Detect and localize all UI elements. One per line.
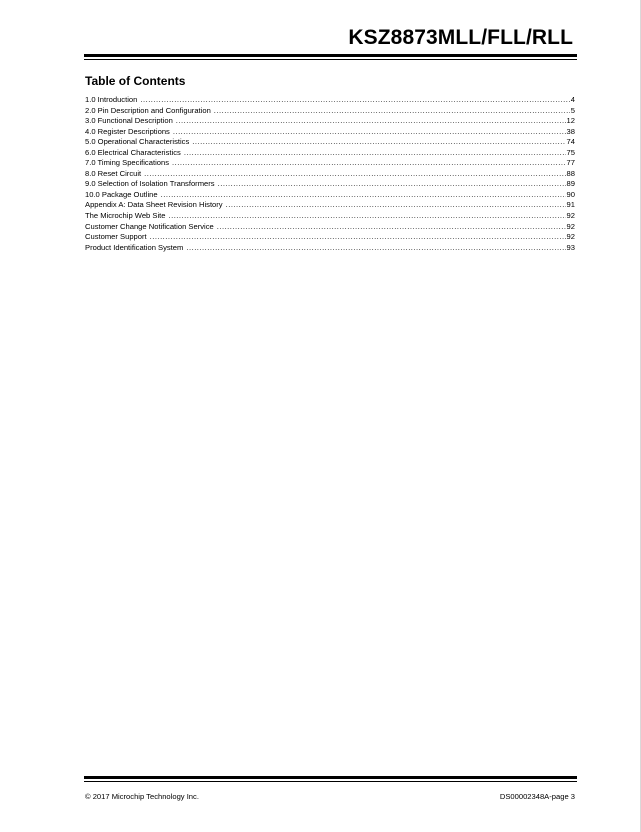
toc-leader [218,179,566,190]
toc-list [85,95,575,253]
toc-leader [226,200,566,211]
footer-rule-thin [84,781,577,782]
toc-entry-page[interactable]: 91 [566,200,575,210]
toc-entry-label[interactable]: 3.0 Functional Description [85,116,173,126]
toc-entry[interactable] [85,137,575,148]
toc-entry-label[interactable]: 2.0 Pin Description and Configuration [85,105,211,115]
toc-entry-page[interactable]: 74 [566,137,575,147]
toc-entry[interactable] [85,243,575,254]
toc-entry[interactable] [85,222,575,233]
toc-entry-page[interactable]: 75 [566,147,575,157]
toc-entry-page[interactable]: 92 [566,211,575,221]
toc-entry-page[interactable]: 77 [566,158,575,168]
toc-entry-label[interactable]: Appendix A: Data Sheet Revision History [85,200,223,210]
toc-entry[interactable] [85,200,575,211]
toc-entry-label[interactable]: The Microchip Web Site [85,211,166,221]
toc-leader [173,127,566,138]
toc-entry-label[interactable]: 9.0 Selection of Isolation Transformers [85,179,215,189]
toc-entry[interactable] [85,211,575,222]
toc-entry[interactable] [85,190,575,201]
toc-entry-page[interactable]: 4 [570,95,575,104]
toc-leader [192,137,565,148]
toc-entry[interactable] [85,127,575,138]
toc-leader [176,116,566,127]
toc-leader [172,158,566,169]
toc-entry-label[interactable]: 4.0 Register Descriptions [85,126,170,136]
toc-entry-label[interactable]: Product Identification System [85,242,184,252]
header-rule [84,54,577,57]
toc-entry[interactable] [85,169,575,180]
toc-entry[interactable] [85,116,575,127]
toc-entry-page[interactable]: 38 [566,126,575,136]
toc-leader [144,169,565,180]
toc-entry-page[interactable]: 5 [570,105,575,115]
toc-entry[interactable] [85,106,575,117]
toc-entry-page[interactable]: 92 [566,221,575,231]
footer-rule [84,776,577,779]
document-title: KSZ8873MLL/FLL/RLL [348,26,573,49]
header-rule-thin [84,59,577,60]
toc-entry-page[interactable]: 88 [566,168,575,178]
toc-leader [214,106,570,117]
toc-entry[interactable] [85,158,575,169]
toc-leader [161,190,566,201]
toc-entry-label[interactable]: 1.0 Introduction [85,95,138,104]
toc-entry[interactable] [85,148,575,159]
toc-entry-label[interactable]: 6.0 Electrical Characteristics [85,147,181,157]
toc-entry-label[interactable]: Customer Support [85,232,147,242]
toc-entry-page[interactable]: 89 [566,179,575,189]
toc-entry-page[interactable]: 92 [566,232,575,242]
toc-entry-label[interactable]: 5.0 Operational Characteristics [85,137,190,147]
footer-page-ref: DS00002348A-page 3 [499,792,575,801]
toc-entry-label[interactable]: Customer Change Notification Service [85,221,214,231]
toc-leader [184,148,566,159]
toc-leader [150,232,566,243]
toc-leader [168,211,565,222]
toc-entry-page[interactable]: 90 [566,189,575,199]
toc-entry-label[interactable]: 10.0 Package Outline [85,189,158,199]
toc-entry-page[interactable]: 12 [566,116,575,126]
toc-entry[interactable] [85,232,575,243]
toc-entry[interactable] [85,95,575,106]
footer-copyright: © 2017 Microchip Technology Inc. [85,792,199,801]
toc-entry-label[interactable]: 7.0 Timing Specifications [85,158,169,168]
toc-leader [186,243,565,254]
toc-leader [217,222,566,233]
toc-entry-page[interactable]: 93 [566,242,575,252]
toc-heading: Table of Contents [85,74,186,88]
toc-leader [140,95,569,106]
toc-entry[interactable] [85,179,575,190]
toc-entry-label[interactable]: 8.0 Reset Circuit [85,168,142,178]
